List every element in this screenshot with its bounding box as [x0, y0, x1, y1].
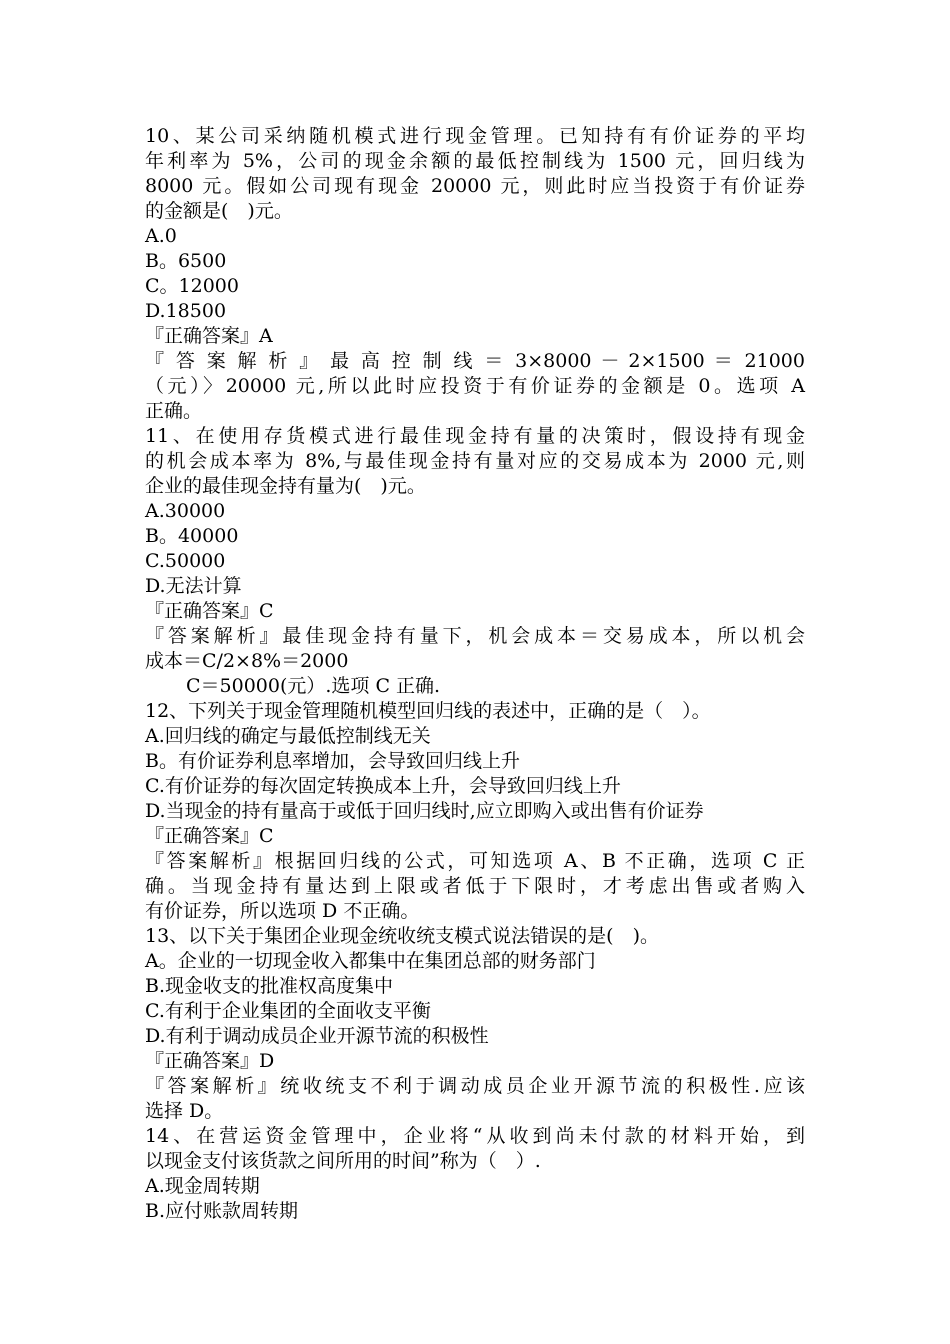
q10-explanation-line-3: 正确。 — [145, 400, 203, 422]
q11-explanation-line-2: 成本＝C/2×8%＝2000 — [145, 650, 349, 672]
q13-option-c: C.有利于企业集团的全面收支平衡 — [145, 1000, 431, 1022]
q10-stem-line-2: 年利率为 5%，公司的现金余额的最低控制线为 1500 元，回归线为 — [145, 150, 805, 172]
q14-option-a: A.现金周转期 — [145, 1175, 260, 1197]
q11-stem-line-3: 企业的最佳现金持有量为( )元。 — [145, 475, 426, 497]
q12-option-d: D.当现金的持有量高于或低于回归线时,应立即购入或出售有价证券 — [145, 800, 704, 822]
q11-explanation-line-3: C＝50000(元）.选项 C 正确. — [186, 675, 441, 697]
q12-explanation-line-2: 确。当现金持有量达到上限或者低于下限时，才考虑出售或者购入 — [145, 875, 805, 897]
q10-option-c: C。12000 — [145, 275, 239, 297]
q11-correct-answer: 『正确答案』C — [145, 600, 274, 622]
q10-explanation-line-1: 『 答 案 解 析 』 最 高 控 制 线 ＝ 3×8000 － 2×1500 ＝ 21000 — [145, 350, 805, 372]
q10-correct-answer: 『正确答案』A — [145, 325, 273, 347]
q11-explanation-line-1: 『答案解析』最佳现金持有量下，机会成本＝交易成本，所以机会 — [145, 625, 805, 647]
q10-option-a: A.0 — [145, 225, 177, 247]
q11-stem-line-2: 的机会成本率为 8%,与最佳现金持有量对应的交易成本为 2000 元,则 — [145, 450, 805, 472]
q13-stem: 13、以下关于集团企业现金统收统支模式说法错误的是( )。 — [145, 925, 660, 947]
q11-option-c: C.50000 — [145, 550, 226, 572]
q13-correct-answer: 『正确答案』D — [145, 1050, 275, 1072]
q10-option-d: D.18500 — [145, 300, 227, 322]
q12-option-b: B。有价证券利息率增加，会导致回归线上升 — [145, 750, 520, 772]
q10-stem-line-1: 10、某公司采纳随机模式进行现金管理。已知持有有价证券的平均 — [145, 125, 805, 147]
q12-stem: 12、下列关于现金管理随机模型回归线的表述中，正确的是（ ）。 — [145, 700, 711, 722]
q10-option-b: B。6500 — [145, 250, 227, 272]
q12-correct-answer: 『正确答案』C — [145, 825, 274, 847]
q10-explanation-line-2: （元）〉20000 元,所以此时应投资于有价证券的金额是 0。选项 A — [145, 375, 805, 397]
q12-explanation-line-3: 有价证券，所以选项 D 不正确。 — [145, 900, 420, 922]
q11-option-d: D.无法计算 — [145, 575, 242, 597]
q12-explanation-line-1: 『答案解析』根据回归线的公式，可知选项 A、B 不正确，选项 C 正 — [145, 850, 805, 872]
q13-option-b: B.现金收支的批准权高度集中 — [145, 975, 394, 997]
q14-stem-line-1: 14、在营运资金管理中，企业将“从收到尚未付款的材料开始，到 — [145, 1125, 805, 1147]
q13-explanation-line-2: 选择 D。 — [145, 1100, 224, 1122]
q12-option-c: C.有价证券的每次固定转换成本上升，会导致回归线上升 — [145, 775, 621, 797]
q14-stem-line-2: 以现金支付该货款之间所用的时间”称为（ ）. — [145, 1150, 541, 1172]
q13-option-d: D.有利于调动成员企业开源节流的积极性 — [145, 1025, 489, 1047]
q10-stem-line-4: 的金额是( )元。 — [145, 200, 293, 222]
q10-stem-line-3: 8000 元。假如公司现有现金 20000 元，则此时应当投资于有价证券 — [145, 175, 805, 197]
q11-stem-line-1: 11、在使用存货模式进行最佳现金持有量的决策时，假设持有现金 — [145, 425, 805, 447]
q14-option-b: B.应付账款周转期 — [145, 1200, 299, 1222]
q11-option-b: B。40000 — [145, 525, 239, 547]
q13-option-a: A。企业的一切现金收入都集中在集团总部的财务部门 — [145, 950, 596, 972]
q11-option-a: A.30000 — [145, 500, 226, 522]
q13-explanation-line-1: 『答案解析』统收统支不利于调动成员企业开源节流的积极性.应该 — [145, 1075, 805, 1097]
q12-option-a: A.回归线的确定与最低控制线无关 — [145, 725, 431, 747]
